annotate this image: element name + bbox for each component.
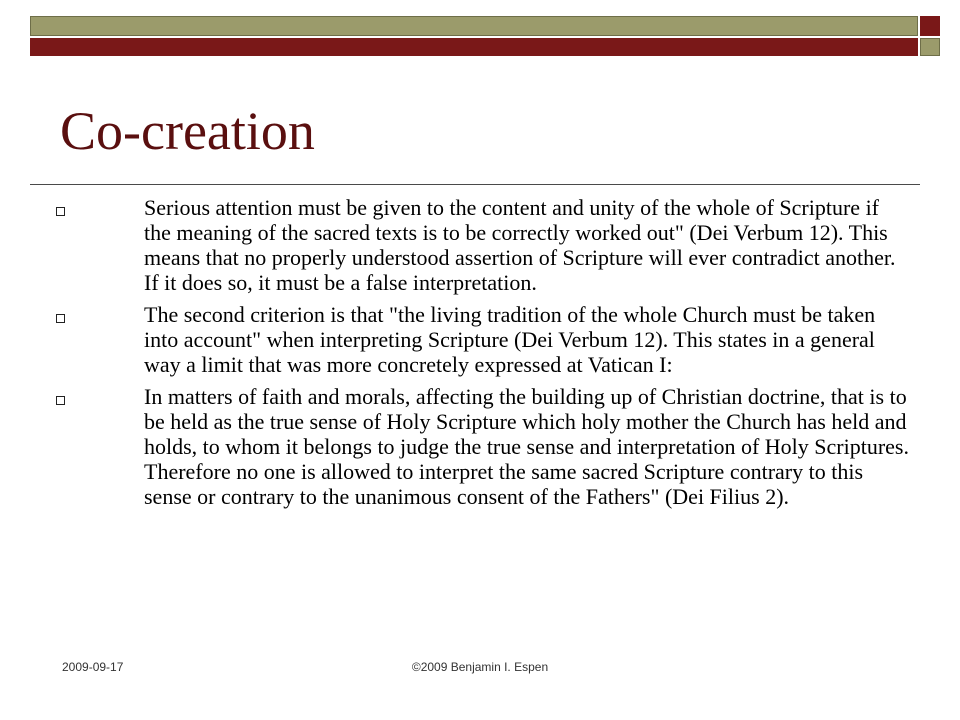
square-bullet-icon bbox=[56, 396, 65, 405]
footer-copyright: ©2009 Benjamin I. Espen bbox=[411, 660, 549, 674]
bullet-text: The second criterion is that "the living tradition of the whole Church must be taken into account" when interpreting Scripture (Dei Verbum 12). This states in a general way a limit that was more concretely expressed at Vatican I: bbox=[144, 302, 876, 377]
header-bar-olive bbox=[30, 16, 918, 36]
title-divider bbox=[30, 184, 920, 185]
bullet-item bbox=[50, 302, 910, 377]
slide-body bbox=[50, 195, 910, 516]
bullet-item bbox=[50, 384, 910, 509]
bullet-item bbox=[50, 195, 910, 295]
footer-date: 2009-09-17 bbox=[62, 660, 124, 674]
header-bar-maroon bbox=[30, 38, 918, 56]
square-bullet-icon bbox=[56, 314, 65, 323]
bullet-text: Serious attention must be given to the content and unity of the whole of Scripture if the meaning of the sacred texts is to be correctly worked out" (Dei Verbum 12). This means that no properly understood assertion of Scripture will ever contradict another. If it does so, it must be a false interpretation. bbox=[144, 195, 896, 295]
square-bullet-icon bbox=[56, 207, 65, 216]
header-square-olive bbox=[920, 38, 940, 56]
bullet-text: In matters of faith and morals, affecting the building up of Christian doctrine, that is to be held as the true sense of Holy Scripture which holy mother the Church has held and holds, to whom it belongs to judge the true sense and interpretation of Holy Scriptures. Therefore no one is allowed to interpret the same sacred Scripture contrary to this sense or contrary to the unanimous consent of the Fathers" (Dei Filius 2). bbox=[144, 384, 909, 509]
slide-title: Co-creation bbox=[60, 101, 315, 161]
header-square-maroon bbox=[920, 16, 940, 36]
